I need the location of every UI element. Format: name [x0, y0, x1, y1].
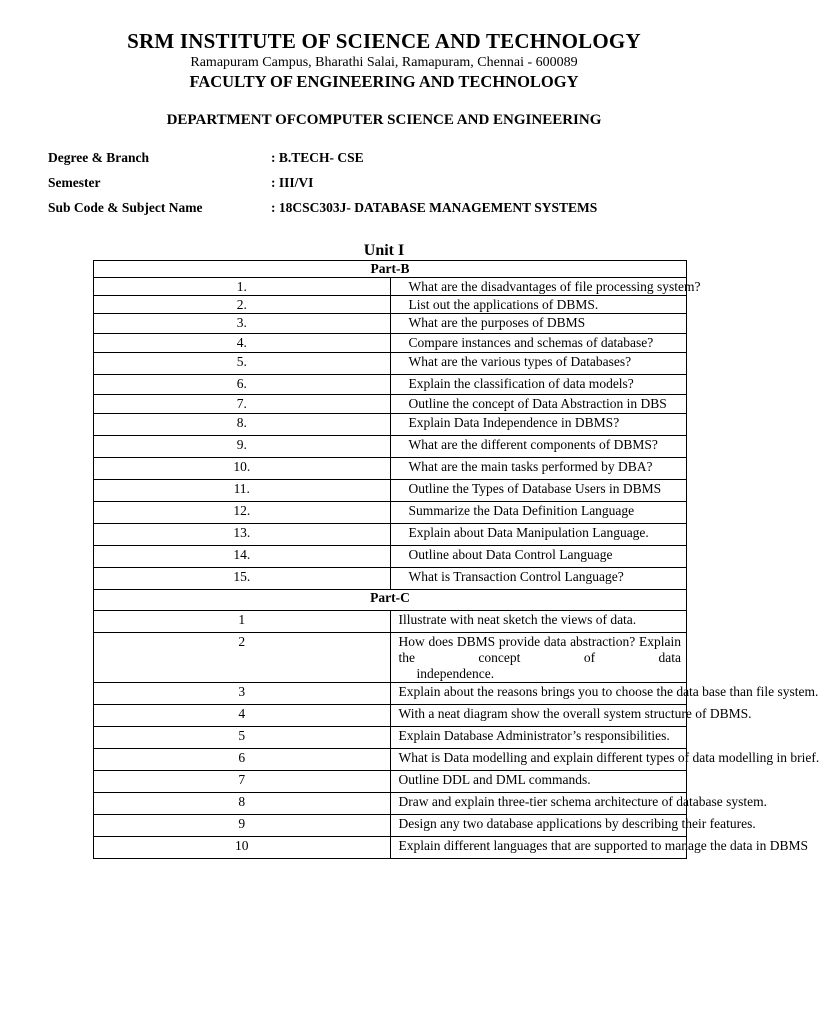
table-row [94, 278, 687, 296]
question-number: 5 [94, 727, 391, 749]
faculty-title: FACULTY OF ENGINEERING AND TECHNOLOGY [189, 72, 579, 91]
question-text: Outline DDL and DML commands. [390, 771, 687, 793]
question-number: 14. [94, 546, 391, 568]
question-text: Design any two database applications by describing their features. [390, 815, 687, 837]
question-number: 15. [94, 568, 391, 590]
table-row [94, 568, 687, 590]
question-number: 1 [94, 611, 391, 633]
question-number: 12. [94, 502, 391, 524]
question-text: What are the various types of Databases? [390, 353, 687, 375]
table-row [94, 815, 687, 837]
question-text: Explain Database Administrator’s responsibilities. [390, 727, 687, 749]
question-number: 6 [94, 749, 391, 771]
table-row [94, 727, 687, 749]
table-row [94, 353, 687, 375]
table-row [94, 705, 687, 727]
table-row [94, 502, 687, 524]
question-number: 2 [94, 633, 391, 683]
table-row [94, 524, 687, 546]
question-text: With a neat diagram show the overall system structure of DBMS. [390, 705, 687, 727]
question-number: 6. [94, 375, 391, 395]
question-text: Compare instances and schemas of database? [390, 334, 687, 353]
part-b-heading: Part-B [94, 261, 687, 278]
question-text: Outline about Data Control Language [390, 546, 687, 568]
question-text: What is Transaction Control Language? [390, 568, 687, 590]
table-row [94, 334, 687, 353]
question-text: What are the purposes of DBMS [390, 314, 687, 334]
question-number: 10. [94, 458, 391, 480]
department-title: DEPARTMENT OFCOMPUTER SCIENCE AND ENGINEERING [166, 112, 602, 128]
question-text: Illustrate with neat sketch the views of data. [390, 611, 687, 633]
question-text: What is Data modelling and explain different types of data modelling in brief. [390, 749, 687, 771]
question-number: 11. [94, 480, 391, 502]
table-row [94, 837, 687, 859]
unit-title: Unit I [363, 242, 405, 259]
question-number: 13. [94, 524, 391, 546]
question-text [390, 633, 687, 683]
degree-branch-value: : B.TECH- CSE [271, 150, 364, 165]
part-c-heading: Part-C [94, 590, 687, 611]
question-text: Explain Data Independence in DBMS? [390, 414, 687, 436]
question-text: What are the disadvantages of file processing system? [390, 278, 687, 296]
question-text-line2: independence. [416, 666, 495, 681]
table-row [94, 771, 687, 793]
question-text: Explain about Data Manipulation Language. [390, 524, 687, 546]
question-text: What are the main tasks performed by DBA? [390, 458, 687, 480]
table-row [94, 458, 687, 480]
table-row [94, 314, 687, 334]
question-text: List out the applications of DBMS. [390, 296, 687, 314]
question-text-line1: How does DBMS provide data abstraction? Explain the concept of data [398, 634, 681, 665]
section-row-part-c [94, 590, 687, 611]
subject-label: Sub Code & Subject Name [48, 200, 203, 215]
question-number: 9 [94, 815, 391, 837]
question-text: Draw and explain three-tier schema architecture of database system. [390, 793, 687, 815]
table-row [94, 395, 687, 414]
degree-branch-label: Degree & Branch [48, 150, 149, 165]
question-text: Explain the classification of data models? [390, 375, 687, 395]
question-number: 10 [94, 837, 391, 859]
table-row [94, 480, 687, 502]
question-number: 4. [94, 334, 391, 353]
question-text: What are the different components of DBMS? [390, 436, 687, 458]
institute-title: SRM INSTITUTE OF SCIENCE AND TECHNOLOGY [127, 29, 641, 53]
question-text: Outline the Types of Database Users in DBMS [390, 480, 687, 502]
table-row [94, 611, 687, 633]
table-row [94, 793, 687, 815]
table-row [94, 375, 687, 395]
semester-value: : III/VI [271, 175, 314, 190]
question-number: 7 [94, 771, 391, 793]
question-text: Explain different languages that are supported to manage the data in DBMS [390, 837, 687, 859]
question-text: Summarize the Data Definition Language [390, 502, 687, 524]
subject-value: : 18CSC303J- DATABASE MANAGEMENT SYSTEMS [271, 200, 598, 215]
semester-label: Semester [48, 175, 101, 190]
question-text: Explain about the reasons brings you to choose the data base than file system. [390, 683, 687, 705]
question-number: 8 [94, 793, 391, 815]
table-row [94, 683, 687, 705]
question-number: 3. [94, 314, 391, 334]
question-number: 5. [94, 353, 391, 375]
question-table [93, 260, 819, 859]
table-row [94, 546, 687, 568]
table-row [94, 296, 687, 314]
question-number: 9. [94, 436, 391, 458]
campus-address: Ramapuram Campus, Bharathi Salai, Ramapuram, Chennai - 600089 [190, 55, 578, 70]
table-row [94, 436, 687, 458]
question-number: 3 [94, 683, 391, 705]
table-row [94, 633, 687, 683]
question-number: 7. [94, 395, 391, 414]
question-number: 4 [94, 705, 391, 727]
question-number: 1. [94, 278, 391, 296]
question-number: 8. [94, 414, 391, 436]
table-row [94, 414, 687, 436]
table-row [94, 749, 687, 771]
question-number: 2. [94, 296, 391, 314]
section-row-part-b [94, 261, 687, 278]
question-text: Outline the concept of Data Abstraction in DBS [390, 395, 687, 414]
